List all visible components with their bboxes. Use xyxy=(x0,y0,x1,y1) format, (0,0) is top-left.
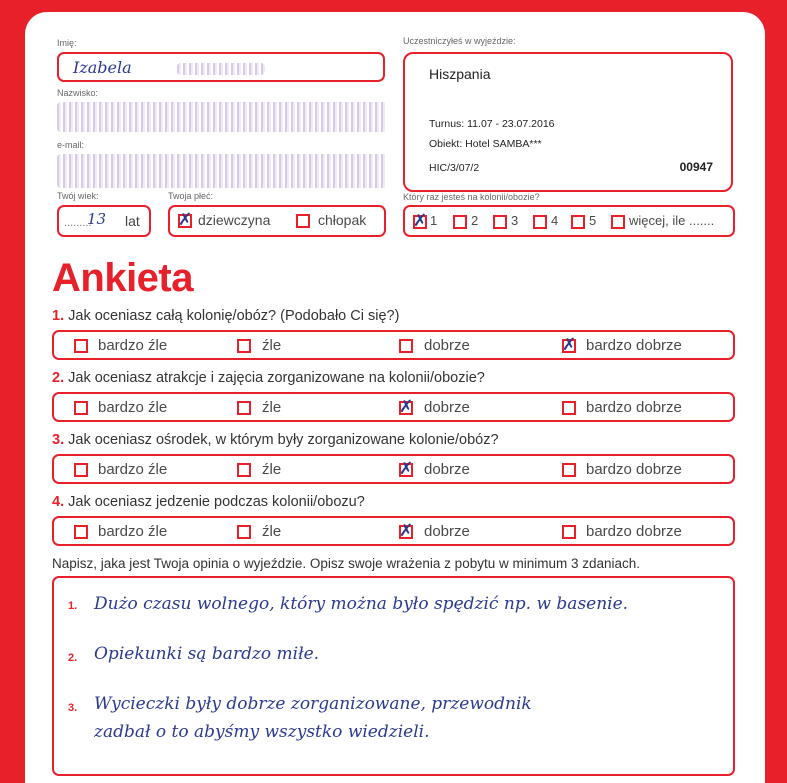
times-checkbox-1[interactable] xyxy=(413,211,428,231)
trip-card xyxy=(403,52,733,192)
age-field[interactable] xyxy=(57,205,151,237)
opinion-line-2-number: 2. xyxy=(68,652,78,664)
question-3-answers xyxy=(52,454,735,484)
question-3 xyxy=(52,432,499,448)
email-label: e-mail: xyxy=(57,140,85,150)
checkmark-x-icon: ✗ xyxy=(178,210,193,230)
gender-field xyxy=(168,205,386,237)
question-2-number: 2. xyxy=(52,370,65,386)
age-dots: ......... xyxy=(64,217,92,229)
surname-label: Nazwisko: xyxy=(57,88,99,98)
gender-option-boy: chłopak xyxy=(318,212,367,228)
times-option-4: 4 xyxy=(551,213,559,228)
q2-checkbox-good[interactable] xyxy=(399,397,414,417)
trip-turnus: Turnus: 11.07 - 23.07.2016 xyxy=(429,118,555,130)
q4-option-bad: źle xyxy=(262,523,282,540)
q1-option-bad: źle xyxy=(262,337,282,354)
question-1-text: Jak oceniasz całą kolonię/obóz? (Podobało Ci się?) xyxy=(68,308,400,324)
question-1-answers xyxy=(52,330,735,360)
gender-checkbox-boy[interactable] xyxy=(296,214,310,228)
question-4-text: Jak oceniasz jedzenie podczas kolonii/obozu? xyxy=(68,494,365,510)
question-2-answers xyxy=(52,392,735,422)
q3-checkbox-very-bad[interactable] xyxy=(74,463,88,477)
opinion-prompt: Napisz, jaka jest Twoja opinia o wyjeździe. Opisz swoje wrażenia z pobytu w minimum 3 zdaniach. xyxy=(52,556,641,571)
times-option-2: 2 xyxy=(471,213,479,228)
q4-option-very-good: bardzo dobrze xyxy=(586,523,682,540)
q4-checkbox-very-good[interactable] xyxy=(562,525,576,539)
name-field[interactable] xyxy=(57,52,385,82)
gender-option-girl: dziewczyna xyxy=(198,212,271,228)
opinion-line-4-text: zadbał o to abyśmy wszystko wiedzieli. xyxy=(94,722,430,742)
q3-option-bad: źle xyxy=(262,461,282,478)
q2-option-very-good: bardzo dobrze xyxy=(586,399,682,416)
question-4-number: 4. xyxy=(52,494,65,510)
opinion-line-3-text: Wycieczki były dobrze zorganizowane, przewodnik xyxy=(94,694,532,714)
times-option-1: 1 xyxy=(430,213,438,228)
q2-option-very-bad: bardzo źle xyxy=(98,399,168,416)
opinion-line-3-number: 3. xyxy=(68,702,78,714)
checkmark-x-icon: ✗ xyxy=(399,521,414,541)
times-checkbox-3[interactable] xyxy=(493,215,507,229)
checkmark-x-icon: ✗ xyxy=(399,459,414,479)
q3-checkbox-bad[interactable] xyxy=(237,463,251,477)
survey-title: Ankieta xyxy=(52,256,193,300)
q4-option-good: dobrze xyxy=(424,523,470,540)
question-4 xyxy=(52,494,365,510)
question-1-number: 1. xyxy=(52,308,65,324)
trip-code: HIC/3/07/2 xyxy=(429,162,480,174)
times-checkbox-5[interactable] xyxy=(571,215,585,229)
redacted-surname xyxy=(57,102,387,132)
q1-checkbox-bad[interactable] xyxy=(237,339,251,353)
gender-label: Twoja płeć: xyxy=(168,191,214,201)
q3-checkbox-good[interactable] xyxy=(399,459,414,479)
q1-checkbox-very-bad[interactable] xyxy=(74,339,88,353)
times-option-3: 3 xyxy=(511,213,519,228)
trip-obiekt: Obiekt: Hotel SAMBA*** xyxy=(429,138,542,150)
times-label: Który raz jesteś na kolonii/obozie? xyxy=(403,192,540,202)
q4-checkbox-good[interactable] xyxy=(399,521,414,541)
age-label: Twój wiek: xyxy=(57,191,99,201)
opinion-line-1-number: 1. xyxy=(68,600,78,612)
opinion-field[interactable] xyxy=(52,576,735,776)
opinion-line-1-text: Dużo czasu wolnego, który można było spędzić np. w basenie. xyxy=(94,594,629,614)
times-option-5: 5 xyxy=(589,213,597,228)
q2-option-bad: źle xyxy=(262,399,282,416)
age-value: 13 xyxy=(87,210,107,228)
q4-option-very-bad: bardzo źle xyxy=(98,523,168,540)
question-1 xyxy=(52,308,399,324)
question-3-text: Jak oceniasz ośrodek, w którym były zorganizowane kolonie/obóz? xyxy=(68,432,499,448)
q2-checkbox-bad[interactable] xyxy=(237,401,251,415)
survey-sheet xyxy=(25,12,765,783)
redacted-surname-scribble xyxy=(177,63,265,75)
q3-option-good: dobrze xyxy=(424,461,470,478)
question-4-answers xyxy=(52,516,735,546)
age-unit: lat xyxy=(125,213,140,229)
q1-option-very-bad: bardzo źle xyxy=(98,337,168,354)
trip-destination: Hiszpania xyxy=(429,66,491,82)
q4-checkbox-very-bad[interactable] xyxy=(74,525,88,539)
q2-checkbox-very-good[interactable] xyxy=(562,401,576,415)
q1-checkbox-good[interactable] xyxy=(399,339,413,353)
name-label: Imię: xyxy=(57,38,77,48)
checkmark-x-icon: ✗ xyxy=(399,397,414,417)
q3-checkbox-very-good[interactable] xyxy=(562,463,576,477)
q1-option-very-good: bardzo dobrze xyxy=(586,337,682,354)
q2-option-good: dobrze xyxy=(424,399,470,416)
q4-checkbox-bad[interactable] xyxy=(237,525,251,539)
opinion-line-2-text: Opiekunki są bardzo miłe. xyxy=(94,644,320,664)
q1-option-good: dobrze xyxy=(424,337,470,354)
q3-option-very-bad: bardzo źle xyxy=(98,461,168,478)
times-checkbox-4[interactable] xyxy=(533,215,547,229)
question-2 xyxy=(52,370,485,386)
trip-label: Uczestniczyłeś w wyjeździe: xyxy=(403,36,516,46)
name-value: Izabela xyxy=(73,58,132,77)
times-option-more: więcej, ile ....... xyxy=(629,213,715,228)
q2-checkbox-very-bad[interactable] xyxy=(74,401,88,415)
times-field xyxy=(403,205,735,237)
times-checkbox-more[interactable] xyxy=(611,215,625,229)
question-2-text: Jak oceniasz atrakcje i zajęcia zorganizowane na kolonii/obozie? xyxy=(68,370,485,386)
question-3-number: 3. xyxy=(52,432,65,448)
q1-checkbox-very-good[interactable] xyxy=(562,335,577,355)
checkmark-x-icon: ✗ xyxy=(562,335,577,355)
trip-number: 00947 xyxy=(679,160,713,174)
q3-option-very-good: bardzo dobrze xyxy=(586,461,682,478)
checkmark-x-icon: ✗ xyxy=(413,211,428,231)
redacted-email xyxy=(57,154,387,188)
gender-checkbox-girl[interactable] xyxy=(178,210,193,230)
times-checkbox-2[interactable] xyxy=(453,215,467,229)
